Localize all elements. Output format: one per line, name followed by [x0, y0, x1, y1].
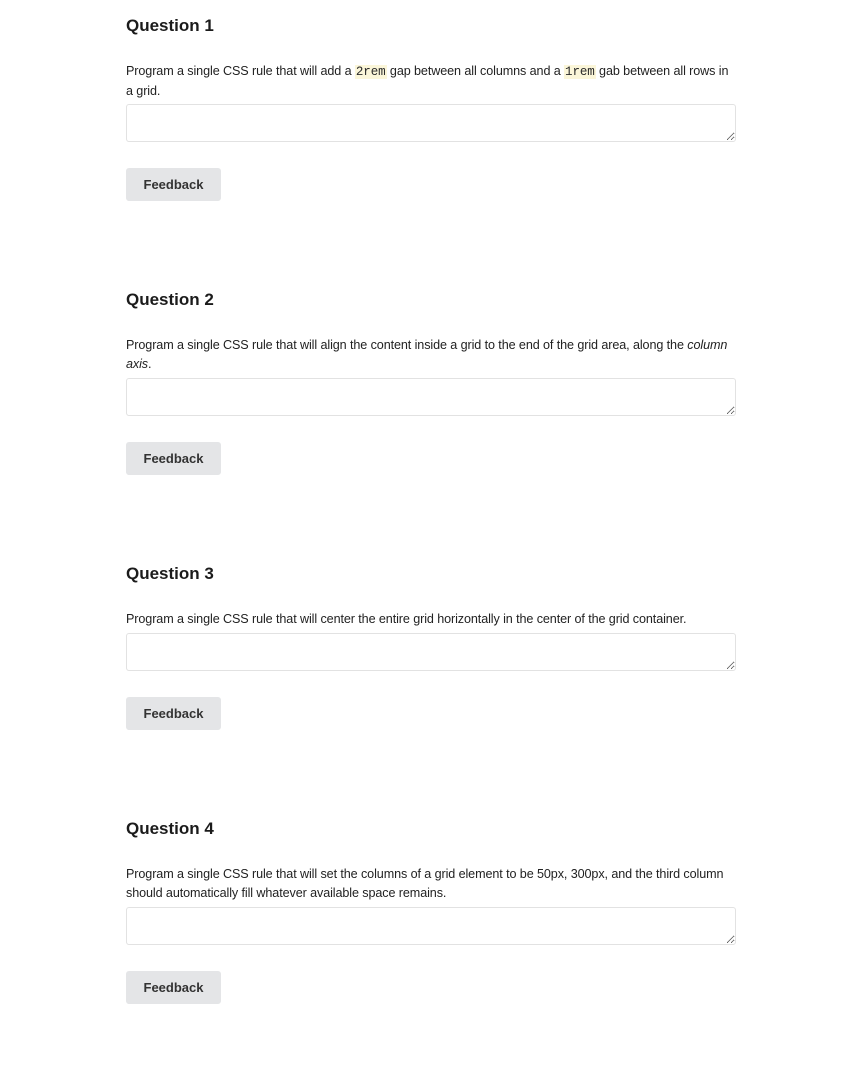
- prompt-text: Program a single CSS rule that will align the content inside a grid to the end of the grid area, along the: [126, 338, 688, 352]
- prompt-text: Program a single CSS rule that will center the entire grid horizontally in the center of the grid container.: [126, 612, 687, 626]
- prompt-text: gap between all columns and a: [386, 64, 565, 78]
- question-title: Question 1: [126, 16, 214, 35]
- question-prompt: [126, 865, 738, 903]
- prompt-text: gab between all rows in a grid.: [126, 64, 729, 98]
- question-prompt: [126, 62, 738, 101]
- code-snippet: 2rem: [355, 65, 386, 79]
- question-4: [126, 818, 736, 995]
- feedback-button[interactable]: Feedback: [126, 697, 221, 730]
- answer-input[interactable]: [126, 378, 736, 416]
- answer-input[interactable]: [126, 104, 736, 142]
- prompt-text: .: [148, 357, 152, 371]
- answer-input[interactable]: [126, 633, 736, 671]
- feedback-button[interactable]: Feedback: [126, 442, 221, 475]
- question-2: [126, 289, 736, 466]
- feedback-button[interactable]: Feedback: [126, 971, 221, 1004]
- prompt-text: Program a single CSS rule that will add a: [126, 64, 355, 78]
- answer-input[interactable]: [126, 907, 736, 945]
- question-prompt: [126, 610, 738, 629]
- question-prompt: [126, 336, 738, 374]
- question-title: Question 2: [126, 290, 214, 309]
- question-title: Question 4: [126, 819, 214, 838]
- emphasis-text: column axis: [126, 338, 728, 371]
- code-snippet: 1rem: [565, 65, 595, 79]
- prompt-text: Program a single CSS rule that will set the columns of a grid element to be 50px, 300px, and the third column should automatically fill whatever available space remains.: [126, 867, 724, 900]
- question-1: [126, 15, 736, 192]
- question-3: [126, 563, 736, 721]
- question-title: Question 3: [126, 564, 214, 583]
- feedback-button[interactable]: Feedback: [126, 168, 221, 201]
